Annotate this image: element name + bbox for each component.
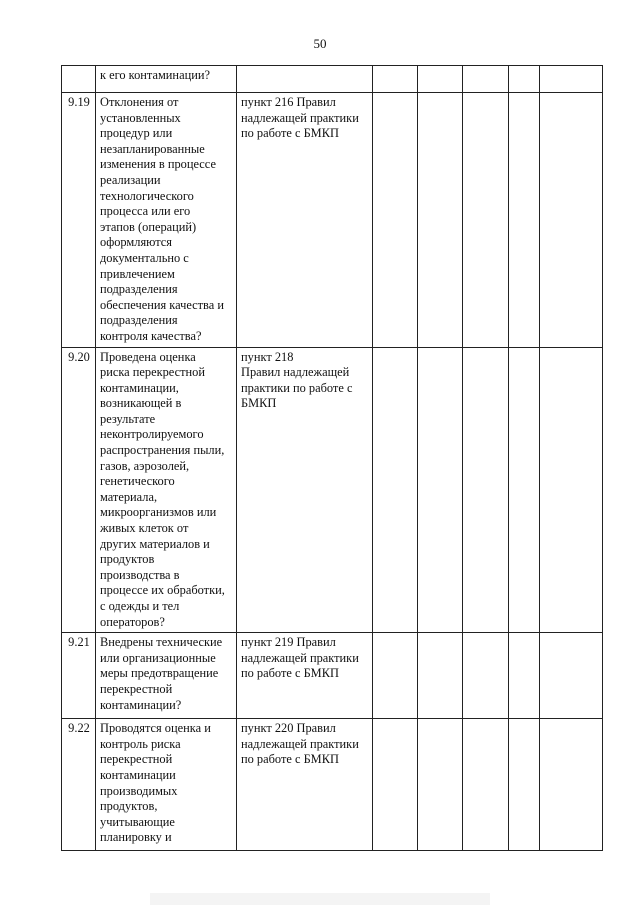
table-row xyxy=(62,719,603,851)
answer-cell xyxy=(463,66,509,93)
answer-cell xyxy=(373,719,418,851)
requirement-reference: пункт 216 Правил надлежащей практики по работе с БМКП xyxy=(237,93,373,348)
requirement-question: к его контаминации? xyxy=(96,66,237,93)
answer-cell xyxy=(373,347,418,633)
requirement-question: Отклонения от установленных процедур или незапланированные изменения в процессе реализации технологического процесса или его этапов (операций) оформляются документально с привлечением подразделения обеспечения качества и подразделения контроля качества? xyxy=(96,93,237,348)
answer-cell xyxy=(540,633,603,719)
answer-cell xyxy=(540,66,603,93)
row-number: 9.19 xyxy=(62,93,96,348)
table-row xyxy=(62,633,603,719)
requirement-question: Проводятся оценка и контроль риска перекрестной контаминации производимых продуктов, учитывающие планировку и xyxy=(96,719,237,851)
requirement-reference: пункт 220 Правил надлежащей практики по работе с БМКП xyxy=(237,719,373,851)
page-number: 50 xyxy=(313,36,327,51)
answer-cell xyxy=(373,93,418,348)
row-number: 9.21 xyxy=(62,633,96,719)
answer-cell xyxy=(418,347,463,633)
checklist-table xyxy=(61,65,603,851)
requirement-question: Проведена оценка риска перекрестной контаминации, возникающей в результате неконтролируемого распространения пыли, газов, аэрозолей, генетического материала, микроорганизмов или живых клеток от других материалов и продуктов производства в процессе их обработки, с одежды и тел операторов? xyxy=(96,347,237,633)
requirement-reference: пункт 218 Правил надлежащей практики по работе с БМКП xyxy=(237,347,373,633)
answer-cell xyxy=(509,633,540,719)
answer-cell xyxy=(418,93,463,348)
answer-cell xyxy=(540,719,603,851)
answer-cell xyxy=(463,719,509,851)
answer-cell xyxy=(540,93,603,348)
answer-cell xyxy=(418,633,463,719)
answer-cell xyxy=(418,66,463,93)
requirement-reference: пункт 219 Правил надлежащей практики по работе с БМКП xyxy=(237,633,373,719)
requirement-question: Внедрены технические или организационные меры предотвращение перекрестной контаминации? xyxy=(96,633,237,719)
answer-cell xyxy=(509,93,540,348)
table-row xyxy=(62,347,603,633)
answer-cell xyxy=(373,66,418,93)
answer-cell xyxy=(509,347,540,633)
table-row xyxy=(62,66,603,93)
row-number xyxy=(62,66,96,93)
row-number: 9.20 xyxy=(62,347,96,633)
answer-cell xyxy=(540,347,603,633)
answer-cell xyxy=(463,93,509,348)
answer-cell xyxy=(463,633,509,719)
requirement-reference xyxy=(237,66,373,93)
scan-footer-strip xyxy=(150,893,490,905)
answer-cell xyxy=(463,347,509,633)
table-row xyxy=(62,93,603,348)
answer-cell xyxy=(509,719,540,851)
row-number: 9.22 xyxy=(62,719,96,851)
answer-cell xyxy=(418,719,463,851)
answer-cell xyxy=(509,66,540,93)
answer-cell xyxy=(373,633,418,719)
